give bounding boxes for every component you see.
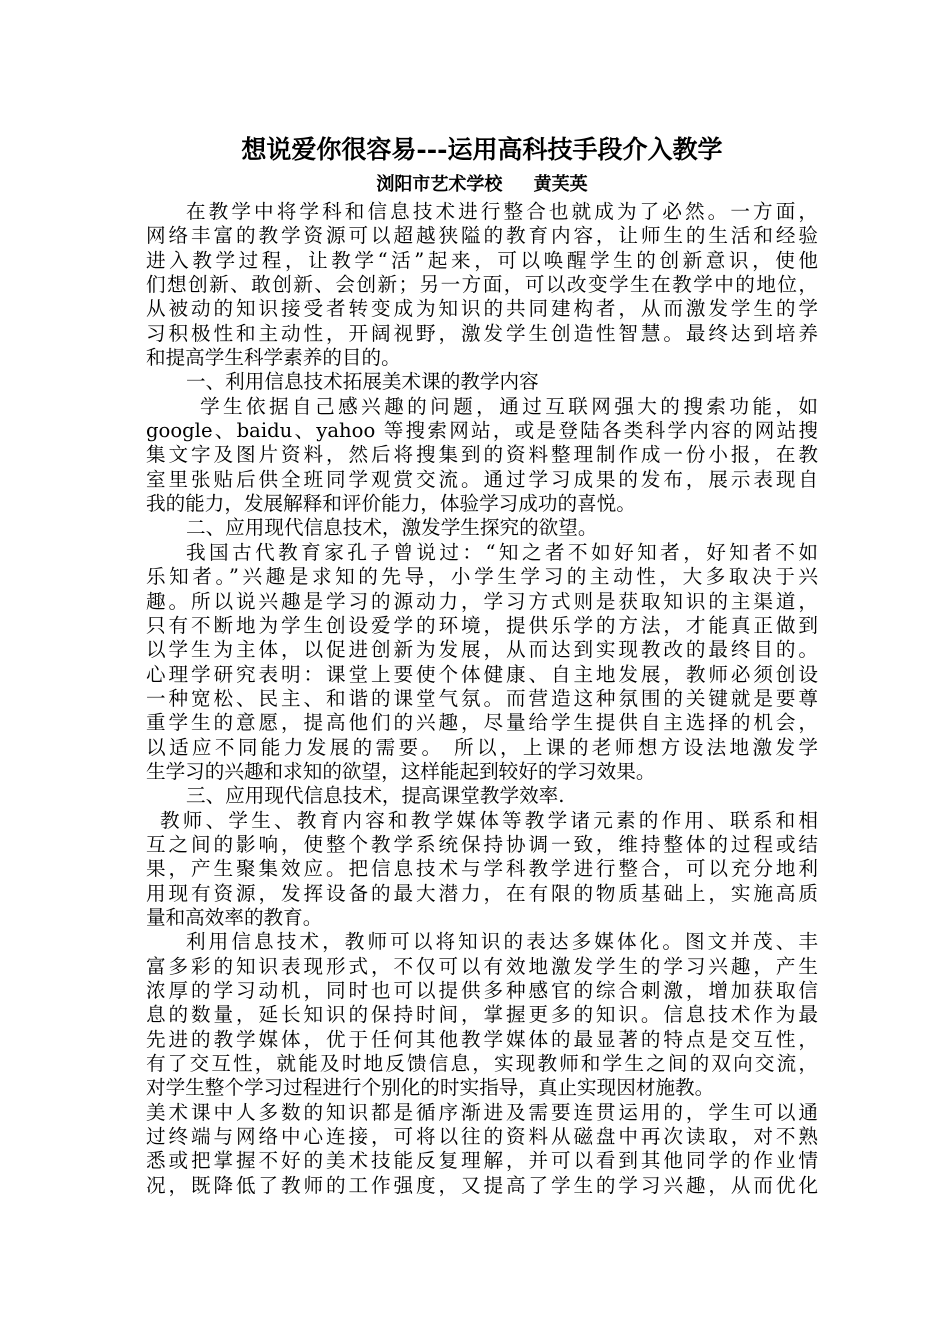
author-byline: 浏阳市艺术学校 黄芙英 [376, 174, 588, 195]
text-line: 我的能力，发展解释和评价能力，体验学习成功的喜悦。 [146, 492, 636, 516]
text-line: 以学生为主体，以促进创新为发展，从而达到实现教改的最终目的。 [146, 638, 818, 662]
text-line: 先进的教学媒体，优于任何其他教学媒体的最显著的特点是交互性， [146, 1027, 818, 1051]
section-heading: 二、应用现代信息技术，激发学生探究的欲望。 [186, 516, 598, 540]
text-line: 息的数量，延长知识的保持时间，掌握更多的知识。信息技术作为最 [146, 1003, 818, 1027]
text-line: 重学生的意愿，提高他们的兴趣，尽量给学生提供自主选择的机会， [146, 711, 818, 735]
text-line: 美术课中人多数的知识都是循序渐进及需要连贯运用的，学生可以通 [146, 1100, 818, 1124]
text-line: 乐知者。”兴趣是求知的先导，小学生学习的主动性，大多取决于兴 [146, 565, 818, 589]
section-heading: 一、利用信息技术拓展美术课的教学内容 [186, 370, 539, 394]
text-line: 用现有资源，发挥设备的最大潜力，在有限的物质基础上，实施高质 [146, 881, 818, 905]
text-line: 过终端与网络中心连接，可将以往的资料从磁盘中再次读取，对不熟 [146, 1125, 818, 1149]
text-line: 在教学中将学科和信息技术进行整合也就成为了必然。一方面， [186, 200, 818, 223]
text-line: 悉或把掌握不好的美术技能反复理解，并可以看到其他同学的作业情 [146, 1149, 818, 1173]
text-line: 网络丰富的教学资源可以超越狭隘的教育内容，让师生的生活和经验 [146, 224, 818, 248]
document-body [146, 200, 818, 1198]
text-line: 我国古代教育家孔子曾说过：“知之者不如好知者，好知者不如 [186, 540, 818, 564]
text-line: 习积极性和主动性，开阔视野，激发学生创造性智慧。最终达到培养 [146, 321, 818, 345]
text-line: 只有不断地为学生创设爱学的环境，提供乐学的方法，才能真正做到 [146, 613, 818, 637]
text-line: 从被动的知识接受者转变成为知识的共同建构者，从而激发学生的学 [146, 297, 818, 321]
text-line: 生学习的兴趣和求知的欲望，这样能起到较好的学习效果。 [146, 759, 656, 783]
text-line: 以适应不同能力发展的需要。 所以，上课的老师想方设法地激发学 [146, 735, 818, 759]
text-line: 趣。所以说兴趣是学习的源动力，学习方式则是获取知识的主渠道， [146, 589, 818, 613]
text-line: 浓厚的学习动机，同时也可以提供多种感官的综合刺激，增加获取信 [146, 979, 818, 1002]
document-title: 想说爱你很容易---运用高科技手段介入教学 [241, 135, 723, 164]
text-line: 有了交互性，就能及时地反馈信息，实现教师和学生之间的双向交流， [146, 1052, 818, 1076]
section-heading: 三、应用现代信息技术，提高课堂教学效率. [186, 784, 565, 808]
text-line: 果，产生聚集效应。把信息技术与学科教学进行整合，可以充分地利 [146, 857, 818, 881]
text-line: 互之间的影响，使整个教学系统保持协调一致，维持整体的过程或结 [146, 832, 818, 856]
text-line: 和提高学生科学素养的目的。 [146, 346, 401, 370]
text-line: google、baidu、yahoo 等搜索网站，或是登陆各类科学内容的网站搜 [146, 419, 818, 443]
text-line: 对学生整个学习过程进行个别化的时实指导，真止实现因材施教。 [146, 1076, 715, 1100]
text-line: 进入教学过程，让教学“活”起来，可以唤醒学生的创新意识，使他 [146, 248, 818, 272]
text-line: 况，既降低了教师的工作强度，又提高了学生的学习兴趣，从而优化 [146, 1173, 818, 1197]
text-line: 学生依据自己感兴趣的问题，通过互联网强大的搜索功能，如 [200, 394, 818, 418]
text-line: 心理学研究表明：课堂上要使个体健康、自主地发展，教师必须创设 [146, 662, 818, 686]
text-line: 富多彩的知识表现形式，不仅可以有效地激发学生的学习兴趣，产生 [146, 954, 818, 978]
text-line: 量和高效率的教育。 [146, 905, 323, 929]
text-line: 教师、学生、教育内容和教学媒体等教学诸元素的作用、联系和相 [160, 808, 818, 832]
text-line: 们想创新、敢创新、会创新；另一方面，可以改变学生在教学中的地位， [146, 273, 818, 297]
text-line: 集文字及图片资料，然后将搜集到的资料整理制作成一份小报，在教 [146, 443, 818, 467]
document-page [146, 128, 818, 1198]
text-line: 利用信息技术，教师可以将知识的表达多媒体化。图文并茂、丰 [186, 930, 818, 954]
text-line: 室里张贴后供全班同学观赏交流。通过学习成果的发布，展示表现自 [146, 467, 818, 491]
text-line: 一种宽松、民主、和谐的课堂气氛。而营造这种氛围的关键就是要尊 [146, 686, 818, 710]
